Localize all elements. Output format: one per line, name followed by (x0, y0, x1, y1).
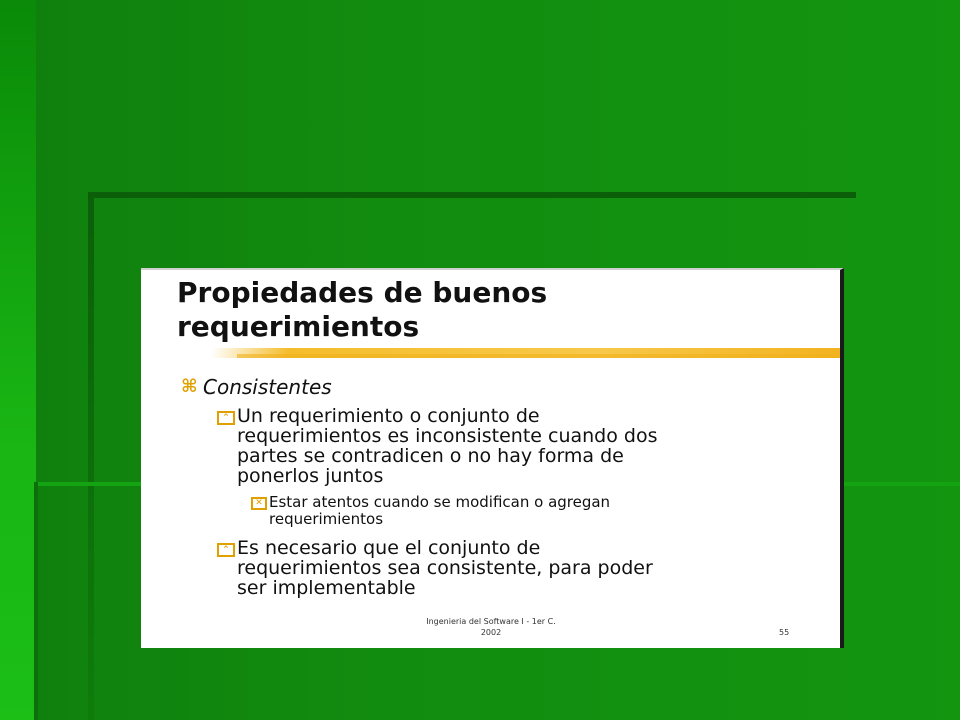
chevron-box-icon: ⌃ (217, 411, 235, 425)
heading-row (181, 376, 332, 398)
command-key-icon: ⌘ (181, 376, 198, 397)
background-panel-edge (90, 192, 856, 198)
x-box-icon: ✕ (251, 497, 267, 510)
background-left-strip (0, 0, 36, 720)
section-heading: Consistentes (203, 375, 332, 399)
slide-footer: Ingenieria del Software I - 1er C. 2002 (426, 617, 556, 637)
title-underline-brush-detail (237, 354, 837, 358)
sub-bullet-text: Estar atentos cuando se modifican o agregan requerimientos (269, 493, 611, 528)
bullet-item (217, 406, 657, 486)
bullet-text: Un requerimiento o conjunto de requerimientos es inconsistente cuando dos partes se contradicen o no hay forma de ponerlos juntos (237, 405, 658, 487)
slide-image (141, 268, 844, 648)
page-number: 55 (779, 628, 790, 637)
sub-bullet-item (251, 494, 610, 528)
slide-title: Propiedades de buenos requerimientos (177, 276, 548, 343)
chevron-box-icon: ⌃ (217, 543, 235, 557)
bullet-item (217, 538, 653, 598)
background-panel-edge-left (88, 192, 94, 720)
background-step-edge-left (34, 482, 38, 720)
bullet-text: Es necesario que el conjunto de requerimientos sea consistente, para poder ser implementable (237, 537, 653, 599)
